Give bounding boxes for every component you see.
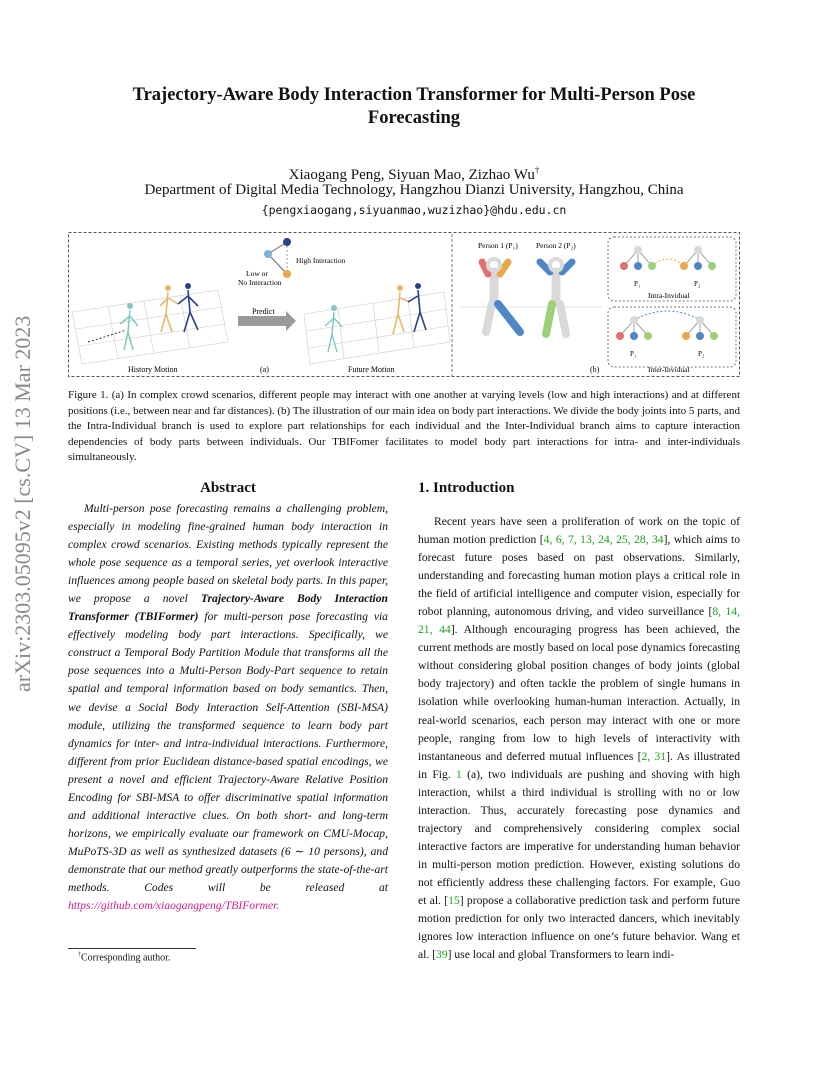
- citation-link[interactable]: 15: [448, 893, 460, 907]
- intra-trees: [620, 246, 716, 270]
- abstract-part-1: Multi-person pose forecasting remains a challenging problem, especially in modeling fine-grained human body interaction in complex crowd scenarios. Existing methods typically represent the whole pose sequence as a temporal series, yet overlook interactive influences among people based on skeletal body parts. In this paper, we propose a novel: [68, 502, 388, 606]
- person2-label: Person 2 (P₂): [536, 241, 576, 250]
- title-line-1: Trajectory-Aware Body Interaction Transformer for Multi-Person Pose: [132, 85, 696, 105]
- figure-caption: Figure 1. (a) In complex crowd scenarios, different people may interact with one another at varying levels (low and high interactions) and at different positions (i.e., between near and far distances). (b) The illustration of our main idea on body part interactions. We divide the body joints into 5 parts, and the Intra-Individual branch is used to explore part relationships for each individual and the Inter-Individual branch aims to capture interaction dependencies of body parts between individuals. Our TBIFomer facilitates to model body part interactions for intra- and inter-individuals simultaneously.: [68, 389, 740, 463]
- inter-trees: [616, 311, 718, 340]
- history-motion-label: History Motion: [128, 365, 178, 374]
- intro-text-5: (a), two individuals are pushing and shoving with high interaction, whilst a third individual is strolling with no or low interaction. Thus, accurately forecasting pose dynamics and trajectory and comprehensively considering complex social interactive factors are imperative for understanding human behavior in multi-person motion prediction. However, existing solutions do not efficiently address these challenging factors. For example, Guo et al. [: [418, 767, 740, 907]
- author-mark: †: [534, 165, 540, 175]
- paper-title: [90, 84, 738, 130]
- intro-heading: 1. Introduction: [418, 480, 515, 496]
- arxiv-id: arXiv:2303.05095v2 [cs.CV] 13 Mar 2023: [10, 315, 35, 692]
- intra-p2: P₂: [694, 280, 701, 288]
- history-floor-grid: [72, 290, 228, 364]
- intro-text-7: ] use local and global Transformers to learn indi-: [447, 948, 675, 962]
- low-interaction-label-2: No Interaction: [238, 278, 282, 287]
- code-link[interactable]: https://github.com/xiaogangpeng/TBIFormer.: [68, 899, 280, 913]
- history-motion-figures: [88, 283, 198, 350]
- title-line-2: Forecasting: [367, 108, 461, 128]
- person1-body-parts: [482, 259, 520, 332]
- figure-1: [68, 232, 740, 377]
- citation-link[interactable]: 2, 31: [641, 749, 667, 763]
- intro-text-1: Recent years have seen a proliferation of work on the topic of human motion prediction [: [418, 515, 740, 547]
- email: {pengxiaogang,siyuanmao,wuzizhao}@hdu.edu.cn: [261, 203, 567, 217]
- intra-label: Intra-Invidual: [648, 291, 690, 300]
- citation-link[interactable]: 8, 14, 21, 44: [418, 605, 740, 637]
- citation-link[interactable]: 4, 6, 7, 13, 24, 25, 28, 34: [543, 533, 664, 547]
- affiliation: Department of Digital Media Technology, Hangzhou Dianzi University, Hangzhou, China: [144, 182, 684, 198]
- footnote-mark: †: [78, 952, 81, 958]
- inter-label: Inter-Invidual: [648, 365, 690, 374]
- inter-p1: P₁: [630, 350, 637, 358]
- figure-ref-link[interactable]: 1: [456, 767, 462, 781]
- abstract-body: [68, 500, 388, 915]
- footnote-text: Corresponding author.: [81, 952, 171, 964]
- label-b: (b): [590, 365, 600, 374]
- inter-p2: P₂: [698, 350, 705, 358]
- citation-link[interactable]: 39: [436, 948, 448, 962]
- intro-text-6: ] propose a collaborative prediction task and perform future motion prediction for only two interacted dancers, which inevitably ignores low interaction influence on one’s future behavior. Wang et al. [: [418, 893, 740, 962]
- high-interaction-label: High Interaction: [296, 256, 346, 265]
- footnote: [78, 952, 170, 963]
- future-motion-figures: [325, 283, 426, 352]
- abstract-part-2: for multi-person pose forecasting via effectively modeling body part interactions. Specifically, we construct a Temporal Body Partition Module that transforms all the pose sequences into a Multi-Person Body-Part sequence to retain spatial and temporal information based on body semantics. Then, we devise a Social Body Interaction Self-Attention (SBI-MSA) module, utilizing the transformed sequence to learn body part dynamics for inter- and intra-individual interactions. Furthermore, different from prior Euclidean distance-based spatial encodings, we present a novel and efficient Trajectory-Aware Relative Position Encoding for SBI-MSA to offer discriminative spatial information and additional interactive clues. On both short- and long-term horizons, we empirically evaluate our framework on CMU-Mocap, MuPoTS-3D as well as synthesized datasets (6 ∼ 10 persons), and demonstrate that our method greatly outperforms the state-of-the-art methods. Codes will be released at: [68, 610, 388, 894]
- intra-p1: P₁: [634, 280, 641, 288]
- predict-label: Predict: [252, 307, 275, 316]
- intro-body: [418, 513, 740, 964]
- label-a: (a): [260, 365, 269, 374]
- footnote-rule: [68, 948, 196, 949]
- low-interaction-label-1: Low or: [246, 269, 268, 278]
- intro-text-2: ], which aims to forecast future poses based on past observations. Similarly, understanding and forecasting human motion plays a critical role in the field of artificial intelligence and computer vision, especially for robot planning, autonomous driving, and video surveillance [: [418, 533, 741, 619]
- intro-text-3: ]. Although encouraging progress has been achieved, the current methods are mostly based on local pose dynamics forecasting without considering global position changes of body joints (global body trajectory) and often tackle the problem of single humans in isolation while overlooking human-human interaction. Actually, in real-world scenarios, each person may interact with one or more people, ranging from low to high levels of interactivity with instantaneous and deferred mutual influences [: [418, 623, 740, 763]
- person2-body-parts: [540, 259, 572, 334]
- author-names: Xiaogang Peng, Siyuan Mao, Zizhao Wu: [288, 167, 535, 183]
- future-motion-label: Future Motion: [348, 365, 395, 374]
- abstract-heading: Abstract: [200, 480, 256, 496]
- person1-label: Person 1 (P₁): [478, 241, 518, 250]
- arxiv-stamp: [2, 282, 38, 702]
- future-floor-grid: [304, 292, 450, 364]
- abstract-method-name: Trajectory-Aware Body Interaction Transformer (TBIFormer): [68, 592, 388, 624]
- intro-text-4: ]. As illustrated in Fig.: [418, 749, 740, 781]
